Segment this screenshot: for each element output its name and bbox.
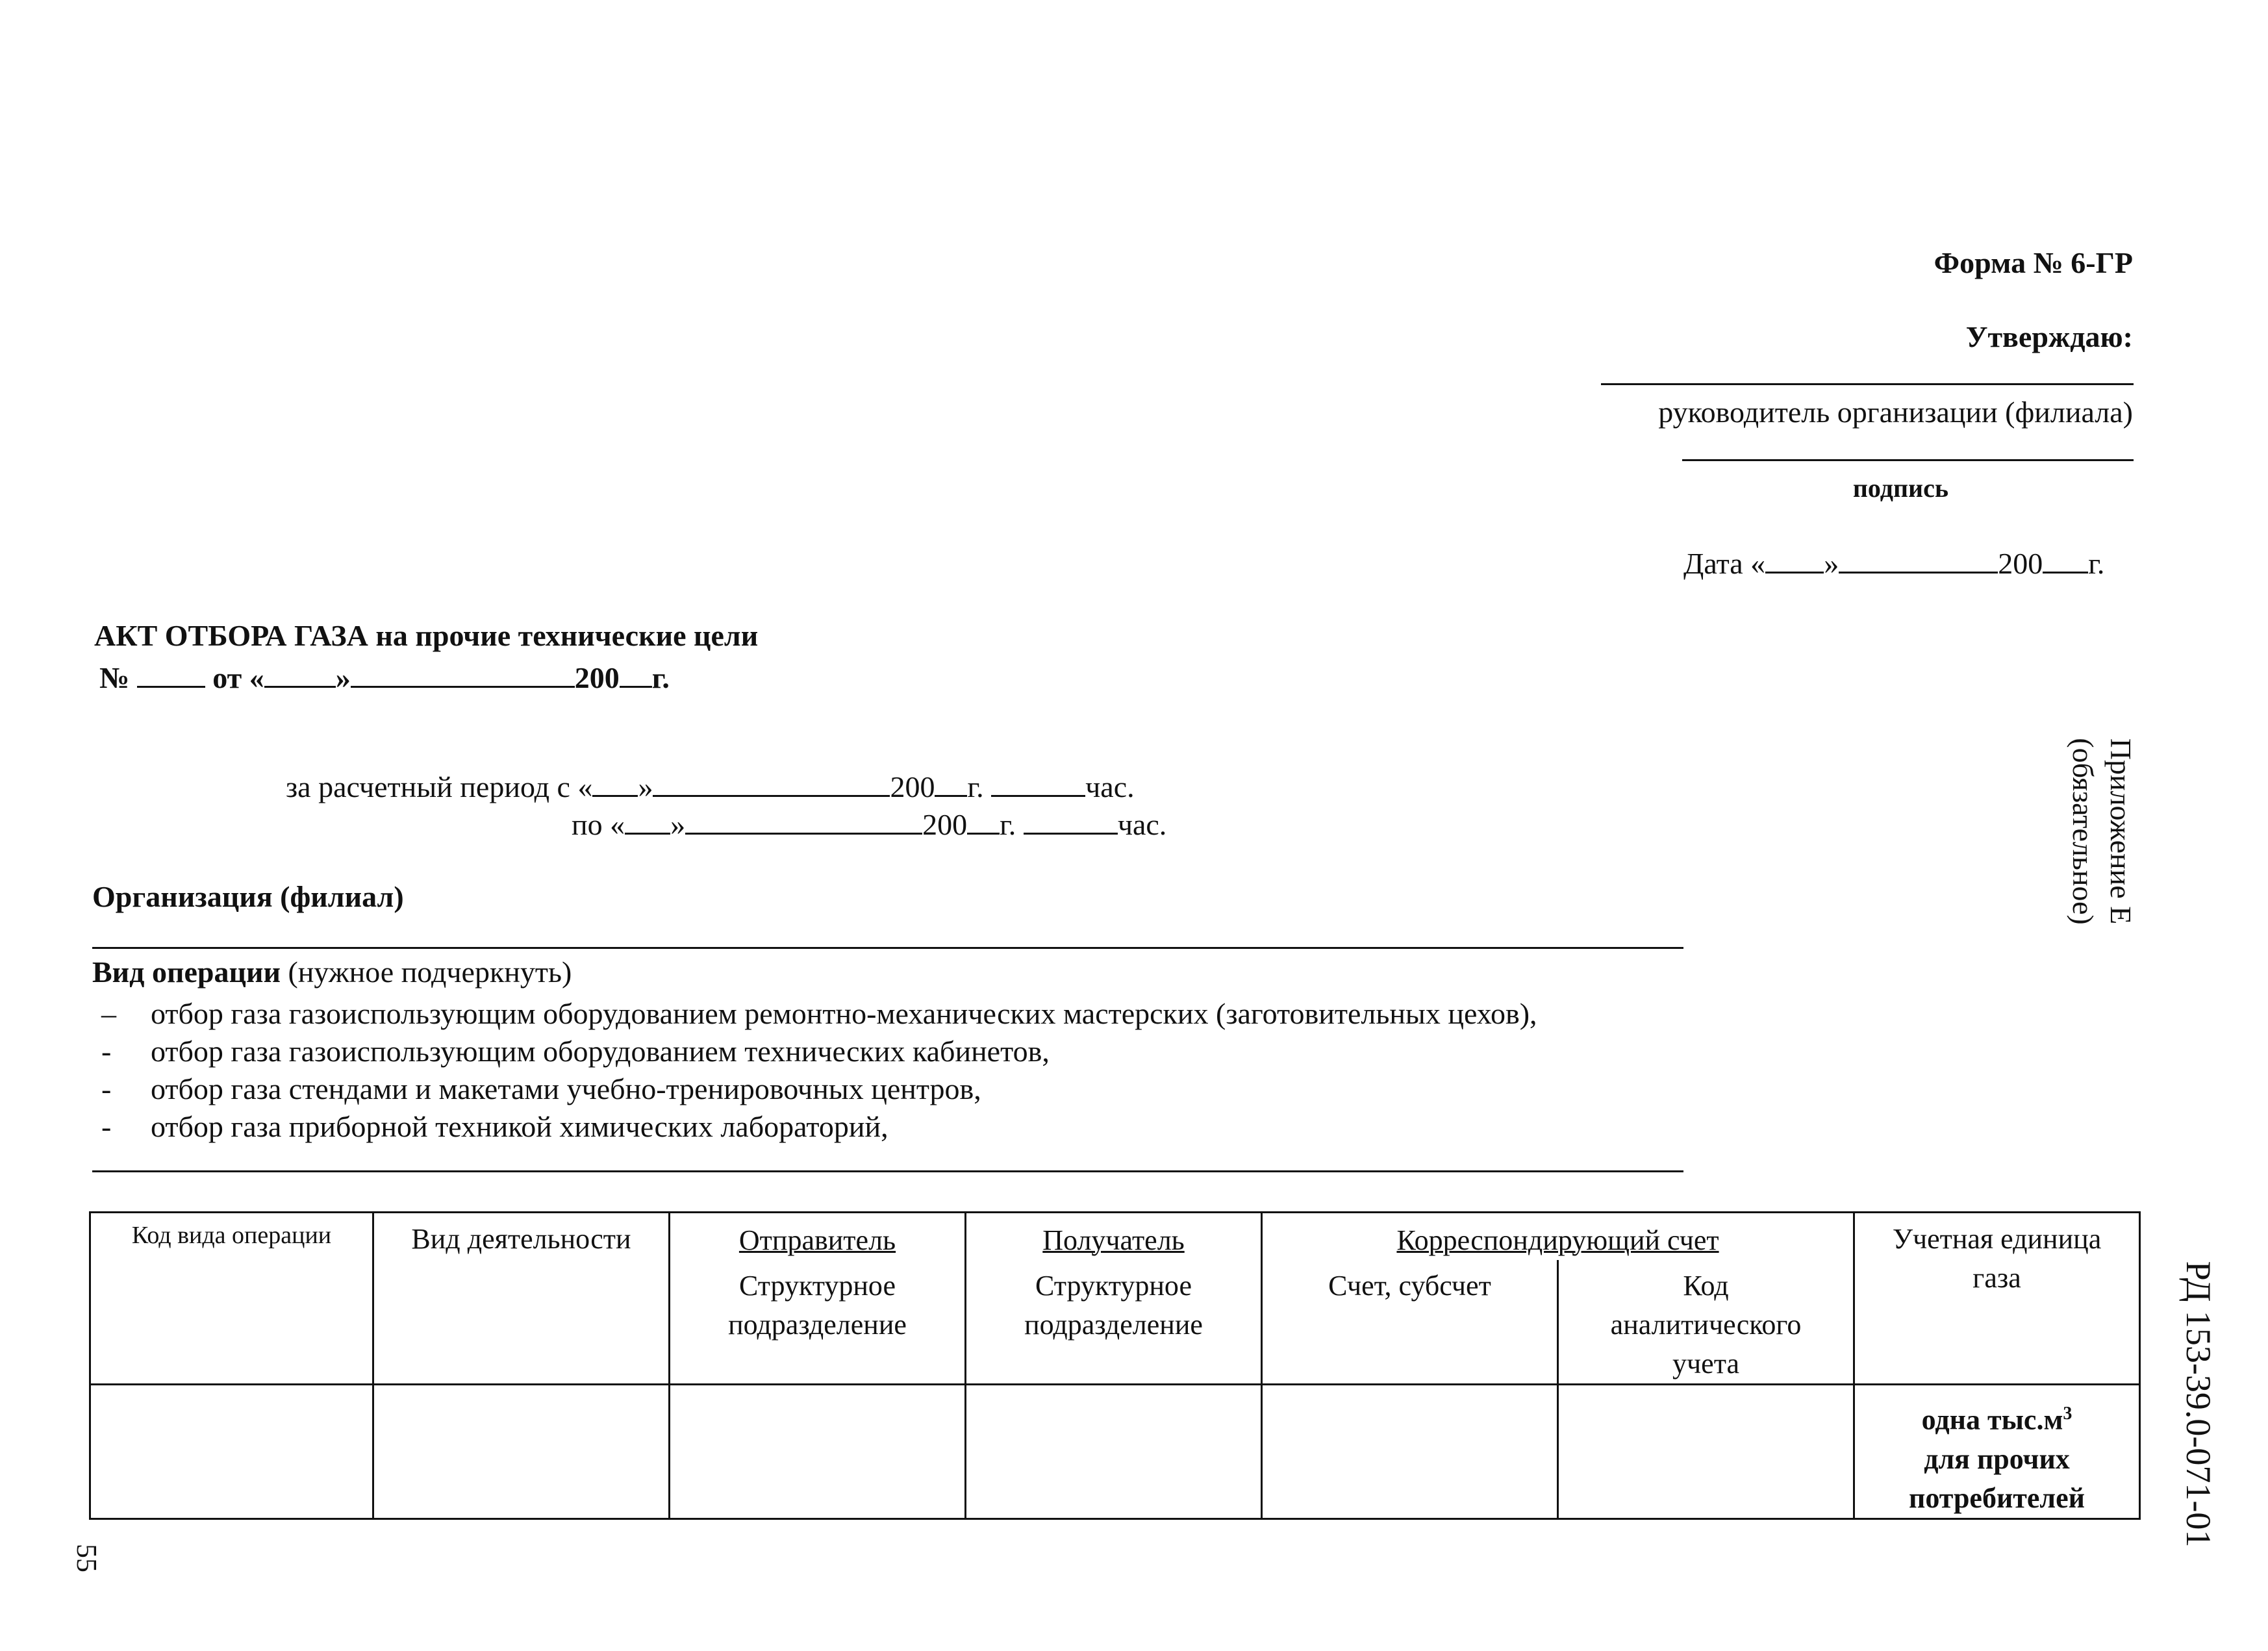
act-number-label: № <box>99 661 130 694</box>
period-to-year-blank <box>967 807 1000 835</box>
page-number: 55 <box>71 1544 103 1572</box>
period-from-close: » <box>638 770 653 803</box>
subheader-receiver-unit: Структурное подразделение <box>966 1260 1262 1385</box>
list-dash: - <box>101 1035 112 1068</box>
list-item-text: отбор газа стендами и макетами учебно-тренировочных центров, <box>151 1072 981 1105</box>
operation-hint: (нужное подчеркнуть) <box>280 955 572 989</box>
document-code: РД 153-39.0-071-01 <box>2179 1261 2218 1548</box>
period-to-year: 200 <box>922 808 968 841</box>
signature-caption: подпись <box>1852 473 1948 503</box>
header-receiver <box>966 1213 1262 1261</box>
organization-line <box>92 947 1683 949</box>
act-day-blank <box>264 660 336 688</box>
cell-operation-code[interactable] <box>90 1385 373 1519</box>
list-item <box>92 1070 1537 1108</box>
approve-label: Утверждаю: <box>1965 320 2133 353</box>
period-to-hour-blank <box>1024 807 1118 835</box>
period-from-line <box>286 769 1135 802</box>
date-month-blank <box>1839 546 1998 573</box>
date-year: 200 <box>1998 547 2043 580</box>
act-month-blank <box>351 660 575 688</box>
period-from-year: 200 <box>890 770 935 803</box>
subheader-sender-unit: Структурное подразделение <box>670 1260 966 1385</box>
period-to-hours: час. <box>1117 808 1167 841</box>
date-close-quote: » <box>1824 547 1839 580</box>
cell-receiver-unit[interactable] <box>966 1385 1262 1519</box>
list-item <box>92 1108 1537 1146</box>
period-to-year-suffix: г. <box>1000 808 1016 841</box>
header-operation-code: Код вида операции <box>90 1213 373 1385</box>
period-to-month-blank <box>685 807 922 835</box>
header-corr-account <box>1262 1213 1854 1261</box>
date-year-blank <box>2043 546 2088 573</box>
list-dash: - <box>101 1110 112 1143</box>
act-year-blank <box>620 660 652 688</box>
act-title: АКТ ОТБОРА ГАЗА на прочие технические цели <box>94 619 759 652</box>
period-from-label: за расчетный период с « <box>286 770 593 803</box>
unit-value: одна тыс.м <box>1921 1404 2063 1436</box>
act-close-quote: » <box>335 661 351 694</box>
cell-account[interactable] <box>1262 1385 1558 1519</box>
act-from-label: от « <box>212 661 264 694</box>
date-year-suffix: г. <box>2088 547 2105 580</box>
list-dash: – <box>101 997 116 1030</box>
list-item <box>92 1033 1537 1070</box>
period-from-month-blank <box>653 769 890 797</box>
signature-line <box>1682 459 2134 461</box>
act-year-suffix: г. <box>651 661 670 694</box>
list-item-text: отбор газа газоиспользующим оборудованием ремонтно-механических мастерских (заготовительных цехов), <box>151 997 1537 1030</box>
operation-list <box>92 995 1537 1146</box>
organization-label: Организация (филиал) <box>92 880 404 913</box>
operation-heading <box>92 957 572 987</box>
period-to-line <box>572 807 1166 840</box>
form-number: Форма № 6-ГР <box>1934 246 2133 279</box>
unit-superscript: 3 <box>2063 1404 2073 1424</box>
approval-date <box>1683 546 2104 579</box>
cell-sender-unit[interactable] <box>670 1385 966 1519</box>
appendix-mandatory-text: (обязательное) <box>2067 738 2100 925</box>
period-from-year-blank <box>935 769 967 797</box>
act-number-blank <box>137 660 205 688</box>
date-day-blank <box>1765 546 1824 573</box>
appendix-mandatory <box>2059 701 2098 961</box>
unit-value-consumers: для прочих потребителей <box>1909 1443 2085 1514</box>
list-item <box>92 995 1537 1033</box>
date-label: Дата « <box>1683 547 1766 580</box>
header-unit: Учетная единица газа <box>1854 1213 2140 1385</box>
header-corr-account-label: Корреспондирующий счет <box>1396 1224 1719 1256</box>
period-from-day-blank <box>592 769 638 797</box>
period-from-hours: час. <box>1085 770 1135 803</box>
cell-activity[interactable] <box>373 1385 670 1519</box>
subheader-account: Счет, субсчет <box>1262 1260 1558 1385</box>
head-caption: руководитель организации (филиала) <box>1658 396 2133 429</box>
header-sender <box>670 1213 966 1261</box>
head-signature-line <box>1601 383 2134 385</box>
subheader-analytic-code: Код аналитического учета <box>1558 1260 1854 1385</box>
operations-table <box>89 1211 2141 1520</box>
period-to-close: » <box>670 808 686 841</box>
act-year: 200 <box>574 661 620 694</box>
appendix-title: Приложение Е <box>2104 738 2137 925</box>
period-from-hour-blank <box>991 769 1085 797</box>
header-activity: Вид деятельности <box>373 1213 670 1385</box>
operation-label: Вид операции <box>92 955 281 989</box>
period-from-year-suffix: г. <box>967 770 984 803</box>
appendix-label <box>2097 701 2136 961</box>
cell-unit-value <box>1854 1385 2140 1519</box>
header-sender-label: Отправитель <box>738 1224 896 1256</box>
period-to-day-blank <box>625 807 670 835</box>
list-item-text: отбор газа приборной техникой химических лабораторий, <box>151 1110 888 1143</box>
list-dash: - <box>101 1072 112 1105</box>
header-receiver-label: Получатель <box>1042 1224 1185 1256</box>
unit-value-line <box>1860 1394 2134 1440</box>
period-to-label: по « <box>572 808 625 841</box>
operation-line <box>92 1170 1683 1172</box>
act-number-line <box>99 660 670 693</box>
cell-analytic-code[interactable] <box>1558 1385 1854 1519</box>
list-item-text: отбор газа газоиспользующим оборудованием технических кабинетов, <box>151 1035 1050 1068</box>
